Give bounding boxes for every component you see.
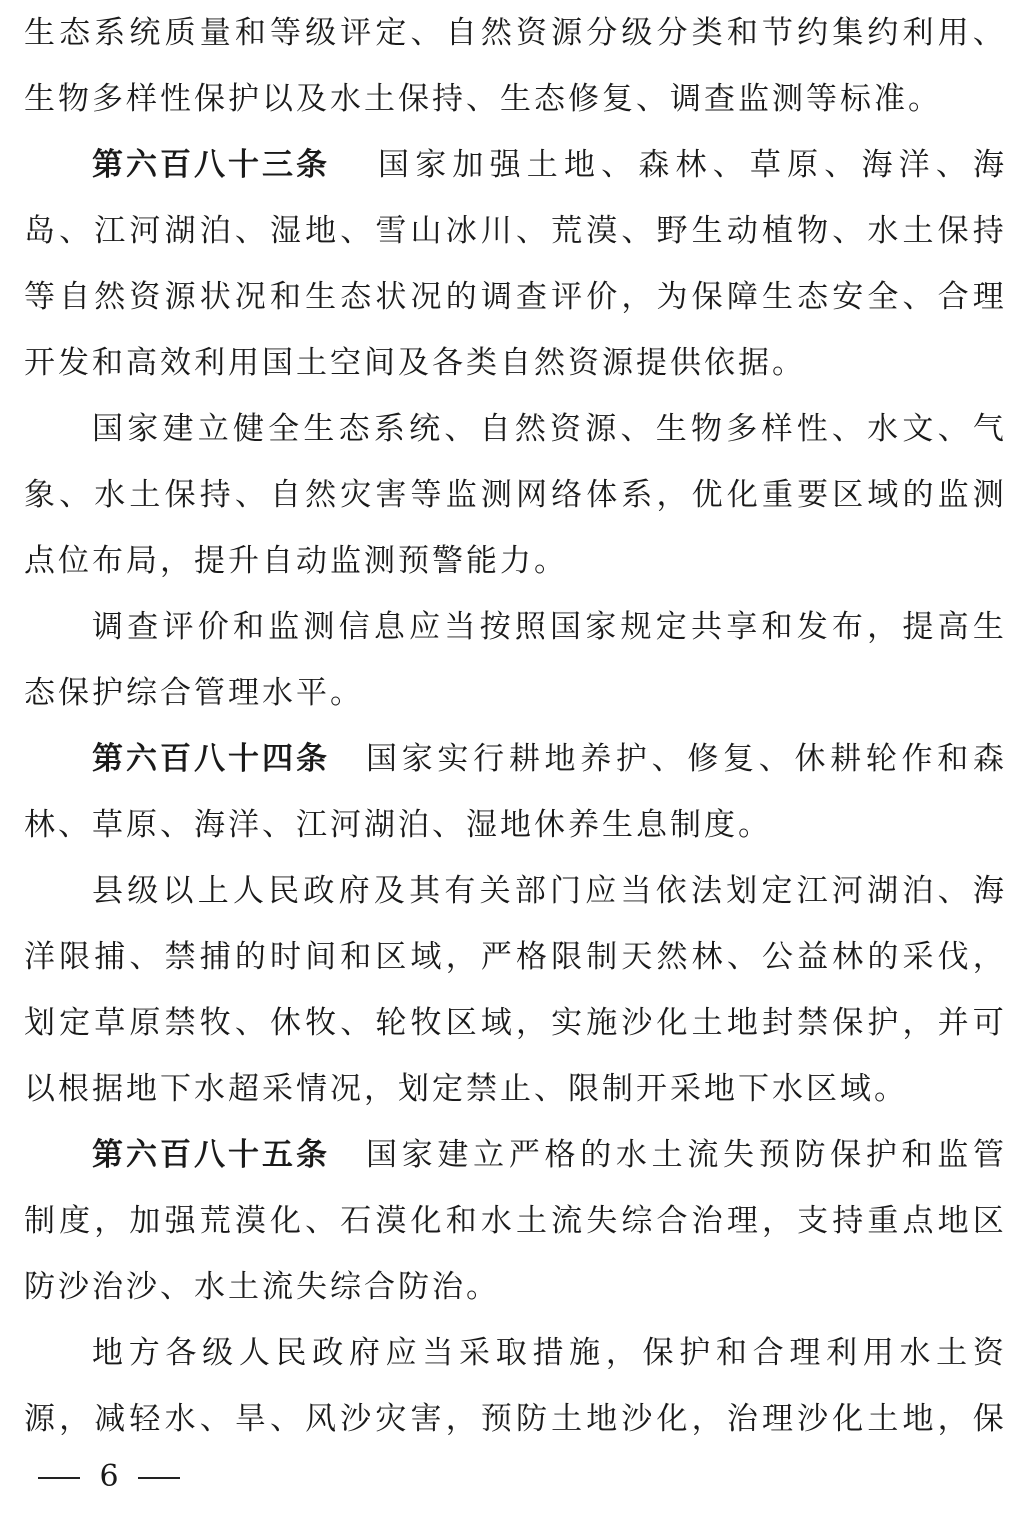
text-line: 源 ， 减 轻 水 、 旱 、 风 沙 灾 害 ， 预 防 土 地 沙 化 ， 治 理 沙 化 土 地 ， 保 [24, 1401, 1004, 1437]
text-line: 以根据地下水超采情况，划定禁止、限制开采地下水区域。 [24, 1071, 908, 1107]
text-line: 防沙治沙、水土流失综合防治。 [24, 1269, 500, 1305]
article-683-first-line [24, 132, 1004, 198]
text-line: 生物多样性保护以及水土保持、生态修复、调查监测等标准。 [24, 81, 942, 117]
article-685-first-line [24, 1122, 1004, 1188]
text-line: 国 家 实 行 耕 地 养 护 、 修 复 、 休 耕 轮 作 和 森 [366, 741, 1004, 777]
text-line: 岛 、 江 河 湖 泊 、 湿 地 、 雪 山 冰 川 、 荒 漠 、 野 生 动 植 物 、 水 土 保 持 [24, 213, 1004, 249]
page-footer [28, 1452, 190, 1502]
document-page [24, 0, 1004, 1452]
text-line: 制 度 ， 加 强 荒 漠 化 、 石 漠 化 和 水 土 流 失 综 合 治 理 ， 支 持 重 点 地 区 [24, 1203, 1004, 1239]
text-line: 地 方 各 级 人 民 政 府 应 当 采 取 措 施 ， 保 护 和 合 理 利 用 水 土 资 [92, 1335, 1004, 1371]
text-line: 态保护综合管理水平。 [24, 675, 364, 711]
text-line: 洋 限 捕 、 禁 捕 的 时 间 和 区 域 ， 严 格 限 制 天 然 林 、 公 益 林 的 采 伐 ， [24, 939, 1004, 975]
text-line: 调 查 评 价 和 监 测 信 息 应 当 按 照 国 家 规 定 共 享 和 发 布 ， 提 高 生 [92, 609, 1004, 645]
text-line: 国 家 加 强 土 地 、 森 林 、 草 原 、 海 洋 、 海 [378, 147, 1004, 183]
text-line: 生 态 系 统 质 量 和 等 级 评 定 、 自 然 资 源 分 级 分 类 和 节 约 集 约 利 用 、 [24, 15, 1004, 51]
page-number: 6 [99, 1459, 119, 1494]
text-line: 县 级 以 上 人 民 政 府 及 其 有 关 部 门 应 当 依 法 划 定 江 河 湖 泊 、 海 [92, 873, 1004, 909]
text-line: 林、草原、海洋、江河湖泊、湿地休养生息制度。 [24, 807, 772, 843]
footer-dash-right [138, 1477, 180, 1479]
article-heading: 第六百八十三条 [92, 147, 330, 183]
text-line: 国 家 建 立 严 格 的 水 土 流 失 预 防 保 护 和 监 管 [366, 1137, 1004, 1173]
article-heading: 第六百八十五条 [92, 1137, 330, 1173]
text-line: 点位布局，提升自动监测预警能力。 [24, 543, 568, 579]
text-line: 开发和高效利用国土空间及各类自然资源提供依据。 [24, 345, 806, 381]
text-line: 象 、 水 土 保 持 、 自 然 灾 害 等 监 测 网 络 体 系 ， 优 化 重 要 区 域 的 监 测 [24, 477, 1004, 513]
article-heading: 第六百八十四条 [92, 741, 330, 777]
article-684-first-line [24, 726, 1004, 792]
footer-dash-left [38, 1477, 80, 1479]
text-line: 等 自 然 资 源 状 况 和 生 态 状 况 的 调 查 评 价 ， 为 保 障 生 态 安 全 、 合 理 [24, 279, 1004, 315]
text-line: 划 定 草 原 禁 牧 、 休 牧 、 轮 牧 区 域 ， 实 施 沙 化 土 地 封 禁 保 护 ， 并 可 [24, 1005, 1004, 1041]
text-line: 国 家 建 立 健 全 生 态 系 统 、 自 然 资 源 、 生 物 多 样 性 、 水 文 、 气 [92, 411, 1004, 447]
